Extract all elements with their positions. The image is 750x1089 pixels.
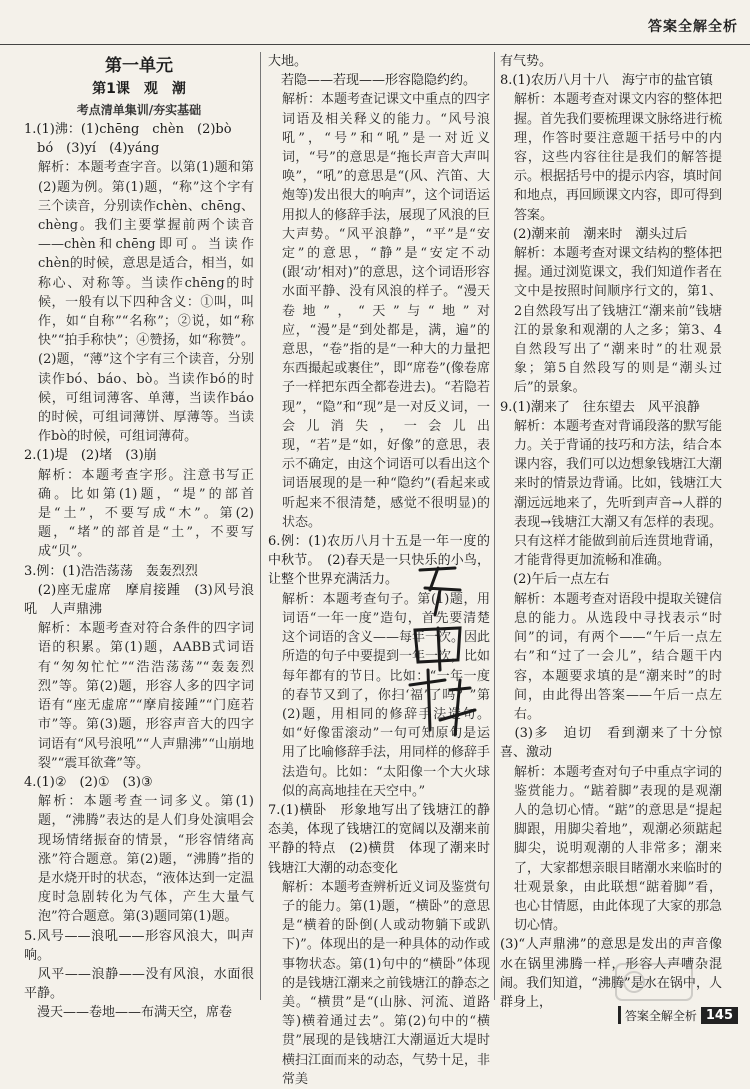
answer-line: (3)“人声鼎沸”的意思是发出的声音像水在锅里沸腾一样，形容人声嘈杂混闹。我们知道，“沸腾”是水在锅中，人群身上， xyxy=(500,937,722,1010)
answer-line: 4.(1)② (2)① (3)③ xyxy=(24,774,153,790)
explanation: 解析：本题考查记课文中重点的四字词语及相关释义的能力。“风号浪吼”，“号”和“吼”是一对近义词，“号”的意思是“拖长声音大声叫唤”，“吼”的意思是“(风、汽笛、大炮等)发出很大的响声”，这个词语运用拟人的修辞手法，展现了风浪的巨大声势。“风平浪静”，“平”是“安定”的意思，“静”是“安定不动(跟‘动’相对)”的意思，这个词语形容水面平静、没有风浪的样子。“漫天卷地”，“天”与“地”对应，“漫”是“到处都是，满，遍”的意思，“卷”指的是“一种大的力量把东西撮起或裹住”，即“席卷”(像卷席子一样把东西全都卷进去)。“若隐若现”，“隐”和“现”是一对反义词，一会儿消失，一会儿出现，“若”是“如，好像”的意思，表示不确定，由这个词语可以看出这个词语展现的是一种“隐约”(看起来或听起来不很清楚，感觉不很明显)的状态。 xyxy=(282,92,491,530)
explanation: 解析：本题考查辨析近义词及鉴赏句子的能力。第(1)题，“横卧”的意思是“横着的卧倒(人或动物躺下或趴下)”。体现出的是一种具体的动作或事物状态。第(1)句中的“横卧”体现的是钱塘江潮来之前钱塘江的静态之美。“横贯”是“(山脉、河流、道路等)横着通过去”。第(2)句中的“横贯”展现的是钱塘江大潮逼近大堤时横扫江面而来的动态，气势十足，非常美 xyxy=(282,879,491,1087)
handwritten-signature xyxy=(400,560,480,740)
unit-title: 第一单元 xyxy=(105,56,173,76)
column-2 xyxy=(268,52,491,1087)
answer-line: 若隐——若现——形容隐隐约约。 xyxy=(268,73,477,89)
explanation: 解析：本题考查字形。注意书写正确。比如第(1)题，“堤”的部首是“土”，不要写成“木”。第(2)题，“堵”的部首是“土”，不要写成“贝”。 xyxy=(38,467,254,560)
answer-line: 3.例：(1)浩浩荡荡 轰轰烈烈 xyxy=(24,563,198,579)
section-title: 考点清单集训/夯实基础 xyxy=(76,103,202,117)
page-footer xyxy=(618,1004,738,1026)
explanation: 解析：本题考查对句子中重点字词的鉴赏能力。“踮着脚”表现的是观潮人的急切心情。“踮”的意思是“提起脚跟，用脚尖着地”，观潮必须踮起脚尖，说明观潮的人非常多；潮来了，大家都想亲眼目睹潮水来临时的壮观景象，由此联想“踮着脚”看，也心甘情愿，由此体现了大家的那急切心情。 xyxy=(514,764,723,934)
explanation: 解析：本题考查对语段中提取关键信息的能力。从选段中寻找表示“时间”的词，有两个——“午后一点左右”和“过了一会儿”，结合题干内容，本题要求填的是“潮来时”的时间，由此得出答案——午后一点左右。 xyxy=(514,591,723,722)
answer-line: 漫天——卷地——布满天空，席卷 xyxy=(24,1005,233,1021)
column-1 xyxy=(24,52,254,1021)
answer-line: (2)座无虚席 摩肩接踵 (3)风号浪吼 人声鼎沸 xyxy=(24,582,254,618)
explanation: 解析：本题考查句子。第(1)题，用词语“一年一度”造句，首先要清楚这个词语的含义——每年一次。因此所造的句子中要提到一年一次，比如每年都有的节日。比如：“一年一度的春节又到了，你扫‘福’了吗？”第(2)题，用相同的修辞手法造句。如“好像雷滚动”一句可知原句是运用了比喻修辞手法，用同样的修辞手法造句。比如：“太阳像一个大火球似的高高地挂在天空中。” xyxy=(282,591,491,799)
explanation: 解析：本题考查对背诵段落的默写能力。关于背诵的技巧和方法，结合本课内容，我们可以边想象钱塘江大潮来时的情景边背诵。比如，钱塘江大潮远远地来了，先听到声音→人群的表现→钱塘江大潮又有怎样的表现。只有这样才能做到前后连贯地背诵，才能背得更加流畅和准确。 xyxy=(514,418,723,569)
answer-line: 6.例：(1)农历八月十五是一年一度的中秋节。 (2)春天是一只快乐的小鸟，让整个世界充满活力。 xyxy=(268,534,490,588)
header-title: 答案全解全析 xyxy=(648,19,738,35)
answer-line: 8.(1)农历八月十八 海宁市的盐官镇 xyxy=(500,73,713,89)
answer-line: (3)多 迫切 看到潮来了十分惊喜、激动 xyxy=(500,726,722,761)
answer-line: 7.(1)横卧 形象地写出了钱塘江的静态美，体现了钱塘江的宽阔以及潮来前平静的特点 (2)横贯 体现了潮来时钱塘江大潮的动态变化 xyxy=(268,802,490,876)
answer-line: bó (3)yí (4)yáng xyxy=(24,141,160,157)
answer-line: 2.(1)堤 (2)堵 (3)崩 xyxy=(24,448,157,464)
answer-line: 9.(1)潮来了 往东望去 风平浪静 xyxy=(500,399,700,415)
answer-line: (2)午后一点左右 xyxy=(500,572,610,588)
explanation: 解析：本题考查对课文结构的整体把握。通过浏览课文，我们知道作者在文中是按照时间顺序行文的，第1、2自然段写出了钱塘江“潮来前”钱塘江的景象和观潮的人之多；第3、4自然段写出了“潮来时”的壮观景象；第5自然段写的则是“潮头过后”的景象。 xyxy=(514,246,723,396)
footer-bar xyxy=(618,1006,621,1024)
answer-line: 风平——浪静——没有风浪，水面很平静。 xyxy=(24,966,254,1002)
explanation: 解析：本题考查对符合条件的四字词语的积累。第(1)题，AABB式词语有“匆匆忙忙”“浩浩荡荡”“轰轰烈烈”等。第(2)题，形容人多的四字词语有“座无虚席”“摩肩接踵”“门庭若市”等。第(3)题，形容声音大的四字词语有“风号浪吼”“人声鼎沸”“山崩地裂”“震耳欲聋”等。 xyxy=(38,621,254,771)
answer-line: 1.(1)沸：(1)chēng chèn (2)bò xyxy=(24,122,232,137)
column-3 xyxy=(500,52,723,1010)
answer-line: 大地。 xyxy=(268,54,308,69)
explanation: 解析：本题考查字音。以第(1)题和第(2)题为例。第(1)题，“称”这个字有三个读音，分别读作chèn、chēng、chèng。我们主要掌握前两个读音——chèn和chēng即可。当读作chèn的时候，意思是适合，相当，如称心、对称等。当读作chēng的时候，一般有以下四种含义：①叫，叫作，如“自称”“名称”；②说，如“称快”“拍手称快”；④赞扬，如“称赞”。(2)题，“薄”这个字有三个读音，分别读作bó、báo、bò。当读作bó的时候，可组词薄客、单薄，当读作báo的时候，可组词薄饼、厚薄等。当读作bò的时候，可组词薄荷。 xyxy=(38,160,254,445)
lesson-title: 第1课 观 潮 xyxy=(92,81,186,97)
explanation: 解析：本题考查一词多义。第(1)题，“沸腾”表达的是人们身处演唱会现场情绪振奋的情景，“形容情绪高涨”符合题意。第(2)题，“沸腾”指的是水烧开时的状态，“液体达到一定温度时急剧转化为气体，产生大量气泡”符合题意。第(3)题同第(1)题。 xyxy=(38,794,254,925)
answer-line: 有气势。 xyxy=(500,54,553,69)
answer-line: (2)潮来前 潮来时 潮头过后 xyxy=(500,226,688,242)
column-divider xyxy=(494,52,495,1000)
footer-label: 答案全解全析 xyxy=(624,1008,697,1023)
explanation: 解析：本题考查对课文内容的整体把握。首先我们要梳理课文脉络进行梳理，作答时要注意题干括号中的内容，这些内容往往是我们的解答提示。根据括号中的提示内容，填时间和地点，再回顾课文内容，即可得到答案。 xyxy=(514,92,723,223)
page-number: 145 xyxy=(701,1007,738,1024)
watermark-logo xyxy=(614,962,694,1002)
column-divider xyxy=(260,52,261,1000)
answer-line: 5.风号——浪吼——形容风浪大，叫声响。 xyxy=(24,928,254,963)
page-header xyxy=(0,0,750,45)
